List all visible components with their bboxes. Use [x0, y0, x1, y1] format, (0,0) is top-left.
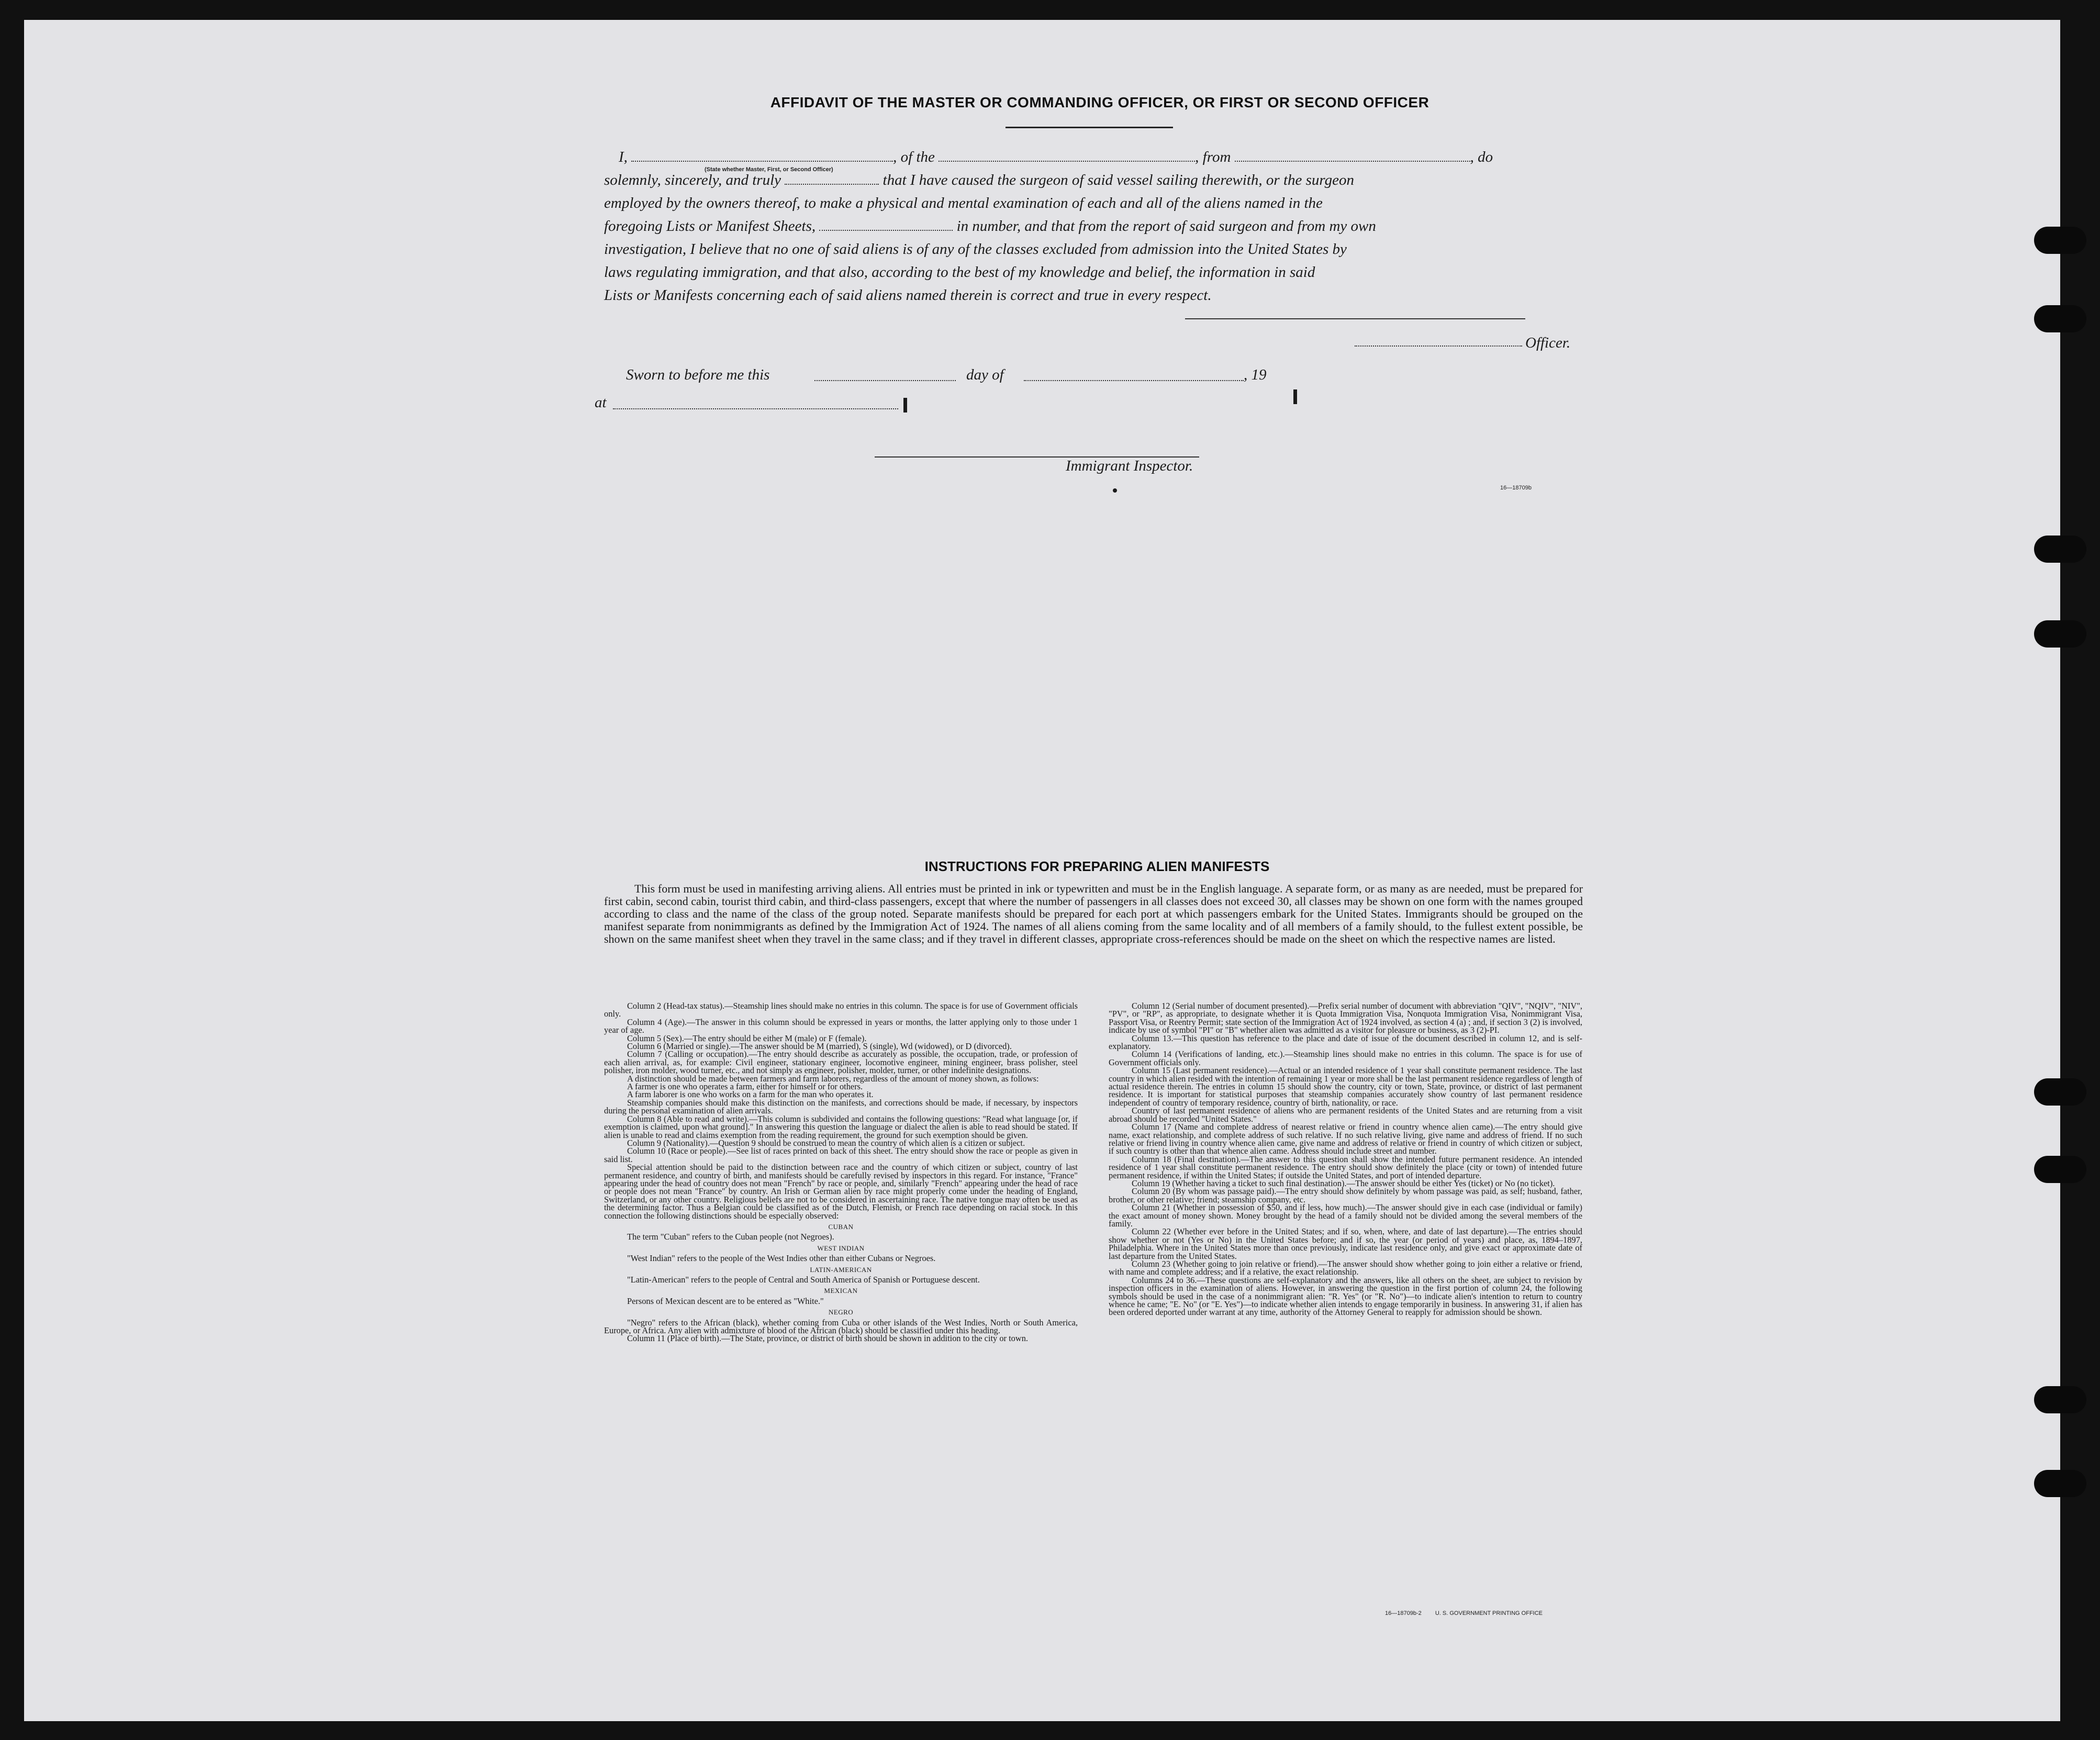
- ink-mark: [1293, 389, 1297, 404]
- affidavit-line-4: [604, 215, 1578, 238]
- col-paragraph: Column 12 (Serial number of document presented).—Prefix serial number of document with abbreviation "QIV", "NQIV", "NIV", "PV", or "RP", as appropriate, to designate whether it is Quota Immigration Visa, Nonquota Immigration Visa, Nonimmigrant Visa, Passport Visa, or Reentry Permit; state section of the Immigration Act of 1924 involved, as section 4 (a) ; and, if section 3 (2) is involved, indicate by use of symbol "PI" or "B" whether alien was admitted as a visitor for pleasure or business, as 3 (2)-PI.: [1109, 1001, 1582, 1035]
- inspector-label: Immigrant Inspector.: [1066, 458, 1193, 474]
- latin-american-heading: LATIN-AMERICAN: [810, 1265, 872, 1274]
- col-paragraph: Column 21 (Whether in possession of $50, and if less, how much).—The answer should give in each case (individual or family) the exact amount of money shown. Money brought by the head of a family should not be divided among the several members of the family.: [1109, 1202, 1582, 1229]
- col-paragraph: Special attention should be paid to the distinction between race and the country of which citizen or subject, country of last permanent residence, and country of birth, and manifests should be carefully revised by inspectors in this regard. For instance, "France" appearing under the head of country does not mean "French" by race or people, and, similarly "French" appearing under the head of race or people does not mean "France" by country. An Irish or German alien by race might properly come under the heading of England, Switzerland, or any other country. Religious beliefs are not to be considered in ascertaining race. The native tongue may often be used as the determining factor. Thus a Belgian could be classified as of the Dutch, Flemish, or French race depending on racial stock. In this connection the following distinctions should be especially observed:: [604, 1162, 1078, 1221]
- mexican-heading: MEXICAN: [824, 1287, 858, 1295]
- col-paragraph: Column 2 (Head-tax status).—Steamship lines should make no entries in this column. The space is for use of Government officials only.: [604, 1001, 1078, 1019]
- binder-hole: [2034, 620, 2086, 648]
- col-paragraph: Column 7 (Calling or occupation).—The entry should describe as accurately as possible, the occupation, trade, or profession of each alien arrival, as, for example: Civil engineer, stationary engineer, locomotive engineer, mining engineer, brass polisher, steel polisher, iron molder, wood turner, etc., and not simply as engineer, polisher, molder, turner, or other indefinite designations.: [604, 1049, 1078, 1076]
- text: that I have caused the surgeon of said vessel sailing therewith, or the surgeon: [883, 172, 1355, 188]
- sworn-text: Sworn to before me this: [626, 366, 770, 383]
- col-paragraph: Column 19 (Whether having a ticket to such final destination).—The answer should be either Yes (ticket) or No (no ticket).: [1132, 1178, 1555, 1188]
- affidavit-title: AFFIDAVIT OF THE MASTER OR COMMANDING OFFICER, OR FIRST OR SECOND OFFICER: [770, 94, 1429, 110]
- footer-printer: U. S. GOVERNMENT PRINTING OFFICE: [1435, 1610, 1543, 1616]
- col-paragraph: Column 23 (Whether going to join relative or friend).—The answer should show whether going to join either a relative or friend, with name and complete address; and if a relative, the exact relationship.: [1109, 1259, 1582, 1277]
- col-paragraph: Column 6 (Married or single).—The answer should be M (married), S (single), Wd (widowed), or D (divorced).: [627, 1041, 1012, 1052]
- affidavit-line-2: [604, 169, 1578, 192]
- intro-paragraph: This form must be used in manifesting arriving aliens. All entries must be printed in ink or typewritten and must be in the English language. A separate form, or as many as are needed, must be prepared for first cabin, second cabin, tourist third cabin, and third-class passengers, except that where the number of passengers in all classes does not exceed 30, all classes may be shown on one form with the names grouped according to class and the name of the class of the group noted. Separate manifests should be prepared for each port at which passengers embark for the United States. Immigrants should be grouped on the manifest separate from nonimmigrants as defined by the Immigration Act of 1924. The names of all aliens coming from the same locality and of all members of a family should, to the fullest extent possible, be shown on the same manifest sheet when they travel in the same class; and if they travel in different classes, appropriate cross-references should be made on the sheet on which the respective names are listed.: [604, 882, 1583, 945]
- day-of-text: day of: [966, 366, 1004, 383]
- col-paragraph: Column 5 (Sex).—The entry should be either M (male) or F (female).: [627, 1033, 867, 1043]
- cuban-paragraph: The term "Cuban" refers to the Cuban people (not Negroes).: [627, 1232, 834, 1242]
- title-rule: [1006, 127, 1173, 128]
- binder-hole: [2034, 1156, 2086, 1183]
- col-paragraph: Column 4 (Age).—The answer in this column should be expressed in years or months, the latter applying only to those under 1 year of age.: [604, 1017, 1078, 1035]
- footer-number: 16—18709b-2: [1385, 1610, 1422, 1616]
- text: in number, and that from the report of said surgeon and from my own: [956, 218, 1376, 235]
- col-paragraph: Country of last permanent residence of aliens who are permanent residents of the United States and are returning from a visit abroad should be recorded "United States.": [1109, 1106, 1582, 1124]
- text: I,: [619, 149, 628, 165]
- affidavit-line-3: employed by the owners thereof, to make a physical and mental examination of each and all of the aliens named in the: [604, 195, 1323, 211]
- officer-name-field[interactable]: [631, 149, 893, 162]
- binder-hole: [2034, 1470, 2086, 1497]
- instructions-left-column: [604, 1002, 1078, 1343]
- west-indian-paragraph: "West Indian" refers to the people of the West Indies other than either Cubans or Negroes.: [627, 1253, 936, 1264]
- col-paragraph: Column 14 (Verifications of landing, etc.).—Steamship lines should make no entries in this column. The space is for use of Government officials only.: [1109, 1049, 1582, 1067]
- west-indian-heading: WEST INDIAN: [817, 1244, 865, 1252]
- col-paragraph: Column 10 (Race or people).—See list of races printed on back of this sheet. The entry should show the race or people as given in said list.: [604, 1146, 1078, 1164]
- instructions-title: INSTRUCTIONS FOR PREPARING ALIEN MANIFESTS: [924, 858, 1270, 874]
- col-paragraph: Column 8 (Able to read and write).—This column is subdivided and contains the following questions: "Read what language [or, if exemption is claimed, upon what ground]." In answering this question the language or dialect the alien is able to read should be stated. If alien is unable to read and claims exemption from the reading requirement, the ground for such exemption should be given.: [604, 1113, 1078, 1140]
- binder-hole: [2034, 1078, 2086, 1106]
- text: foregoing Lists or Manifest Sheets,: [604, 218, 816, 235]
- sworn-place-field[interactable]: [613, 408, 898, 409]
- col-paragraph: A farm laborer is one who works on a farm for the man who operates it.: [627, 1089, 874, 1100]
- binder-hole: [2034, 305, 2086, 332]
- year-prefix-text: , 19: [1244, 366, 1267, 383]
- text: , from: [1195, 149, 1231, 165]
- officer-signature-line[interactable]: [1185, 318, 1525, 319]
- col-paragraph: A distinction should be made between farmers and farm laborers, regardless of the amount of money shown, as follows:: [627, 1073, 1039, 1084]
- binder-hole: [2034, 1386, 2086, 1413]
- col-paragraph: Columns 24 to 36.—These questions are self-explanatory and the answers, like all others on the sheet, are subject to revision by inspection officers in the examination of aliens. However, in answering the question in the first portion of column 24, the following symbols should be used in the case of a nonimmigrant alien: "R. Yes" (or "R. No")—to indicate alien's intention to return to country whence he came; "E. No" (or "E. Yes")—to indicate whether alien intends to engage temporarily in business. In answering 31, if alien has been ordered deported under warrant at any time, authority of the Attorney General to reapply for admission should be shown.: [1109, 1275, 1582, 1318]
- affidavit-line-1: [604, 146, 1578, 169]
- vessel-field[interactable]: [939, 149, 1195, 162]
- cuban-heading: CUBAN: [828, 1222, 854, 1231]
- ink-mark: [903, 398, 907, 412]
- col-paragraph: Column 15 (Last permanent residence).—Actual or an intended residence of 1 year shall constitute permanent residence. The last country in which alien resided with the intention of remaining 1 year or more shall be the last permanent residence regardless of length of actual residence therein. The entries in column 15 should show the country, city or town, State, province, or district of last permanent residence. It is important for statistical purposes that steamship companies accurately show country of last permanent residence independent of country of temporary residence, country of birth, nationality, or race.: [1109, 1065, 1582, 1108]
- binder-hole: [2034, 227, 2086, 254]
- oath-field[interactable]: [785, 172, 879, 185]
- binder-hole: [2034, 536, 2086, 563]
- sworn-day-field[interactable]: [814, 380, 956, 381]
- mexican-paragraph: Persons of Mexican descent are to be entered as "White.": [627, 1296, 824, 1306]
- text: , of the: [893, 149, 935, 165]
- footer-form-number: [1385, 1610, 1543, 1616]
- column-11-paragraph: Column 11 (Place of birth).—The State, province, or district of birth should be shown in addition to the city or town.: [627, 1333, 1028, 1344]
- from-port-field[interactable]: [1235, 149, 1470, 162]
- affidavit-line-7: Lists or Manifests concerning each of said aliens named therein is correct and true in every respect.: [604, 287, 1212, 304]
- officer-title-line[interactable]: [1355, 345, 1522, 347]
- negro-paragraph: "Negro" refers to the African (black), whether coming from Cuba or other islands of the West Indies, North or South America, Europe, or Africa. Any alien with admixture of blood of the African (black) should be classified under this heading.: [604, 1317, 1078, 1336]
- affidavit-line-6: laws regulating immigration, and that also, according to the best of my knowledge and belief, the information in said: [604, 264, 1315, 281]
- sworn-month-field[interactable]: [1024, 380, 1244, 381]
- negro-heading: NEGRO: [828, 1308, 854, 1317]
- officer-rank-note: (State whether Master, First, or Second Officer): [705, 166, 833, 173]
- col-paragraph: Steamship companies should make this distinction on the manifests, and corrections should be made, if necessary, by inspectors during the personal examination of alien arrivals.: [604, 1097, 1078, 1116]
- text: , do: [1470, 149, 1493, 165]
- col-paragraph: Column 13.—This question has reference to the place and date of issue of the document described in column 12, and is self-explanatory.: [1109, 1033, 1582, 1052]
- text: solemnly, sincerely, and truly: [604, 172, 781, 188]
- col-paragraph: Column 20 (By whom was passage paid).—The entry should show definitely by whom passage was paid, as self; husband, father, brother, or other relative; friend; steamship company, etc.: [1109, 1186, 1582, 1204]
- sheet-count-field[interactable]: [819, 218, 953, 231]
- at-text: at: [595, 394, 607, 411]
- col-paragraph: A farmer is one who operates a farm, either for himself or for others.: [627, 1081, 863, 1092]
- col-paragraph: Column 18 (Final destination).—The answer to this question shall show the intended future permanent residence. An intended residence of 1 year shall constitute permanent residence. The entry should show definitely the place (city or town) of intended future permanent residence, if within the United States; if outside the United States, and port of intended departure.: [1109, 1154, 1582, 1180]
- document-page: [24, 20, 2060, 1721]
- officer-label: Officer.: [1525, 334, 1571, 351]
- col-paragraph: Column 22 (Whether ever before in the United States; and if so, when, where, and date of last departure).—The entries should show whether or not (Yes or No) in the United States before; and if so, the year (or period of years) and place, as, 1894–1897, Philadelphia. Where in the United States more than once previously, indicate last residence only, and give exact or approximate date of last departure from the United States.: [1109, 1226, 1582, 1261]
- instructions-right-column: [1109, 1002, 1582, 1317]
- col-paragraph: Column 17 (Name and complete address of nearest relative or friend in country whence alien came).—The entry should give name, exact relationship, and complete address of such relative. If no such relative living, give name and address of friend. If no such relative or friend living in country whence alien came, give name and address of relative or friend in country of which citizen or subject, if such country is other than that whence alien came. Address should include street and number.: [1109, 1122, 1582, 1156]
- affidavit-line-5: investigation, I believe that no one of said aliens is of any of the classes excluded from admission into the United States by: [604, 241, 1347, 258]
- col-paragraph: Column 9 (Nationality).—Question 9 should be construed to mean the country of which alien is a citizen or subject.: [627, 1137, 1025, 1148]
- ink-dot: [1113, 488, 1117, 493]
- instructions-intro: [604, 883, 1583, 945]
- affidavit-body: [604, 146, 1578, 307]
- form-number: 16—18709b: [1500, 485, 1532, 491]
- latin-american-paragraph: "Latin-American" refers to the people of Central and South America of Spanish or Portuguese descent.: [627, 1275, 980, 1285]
